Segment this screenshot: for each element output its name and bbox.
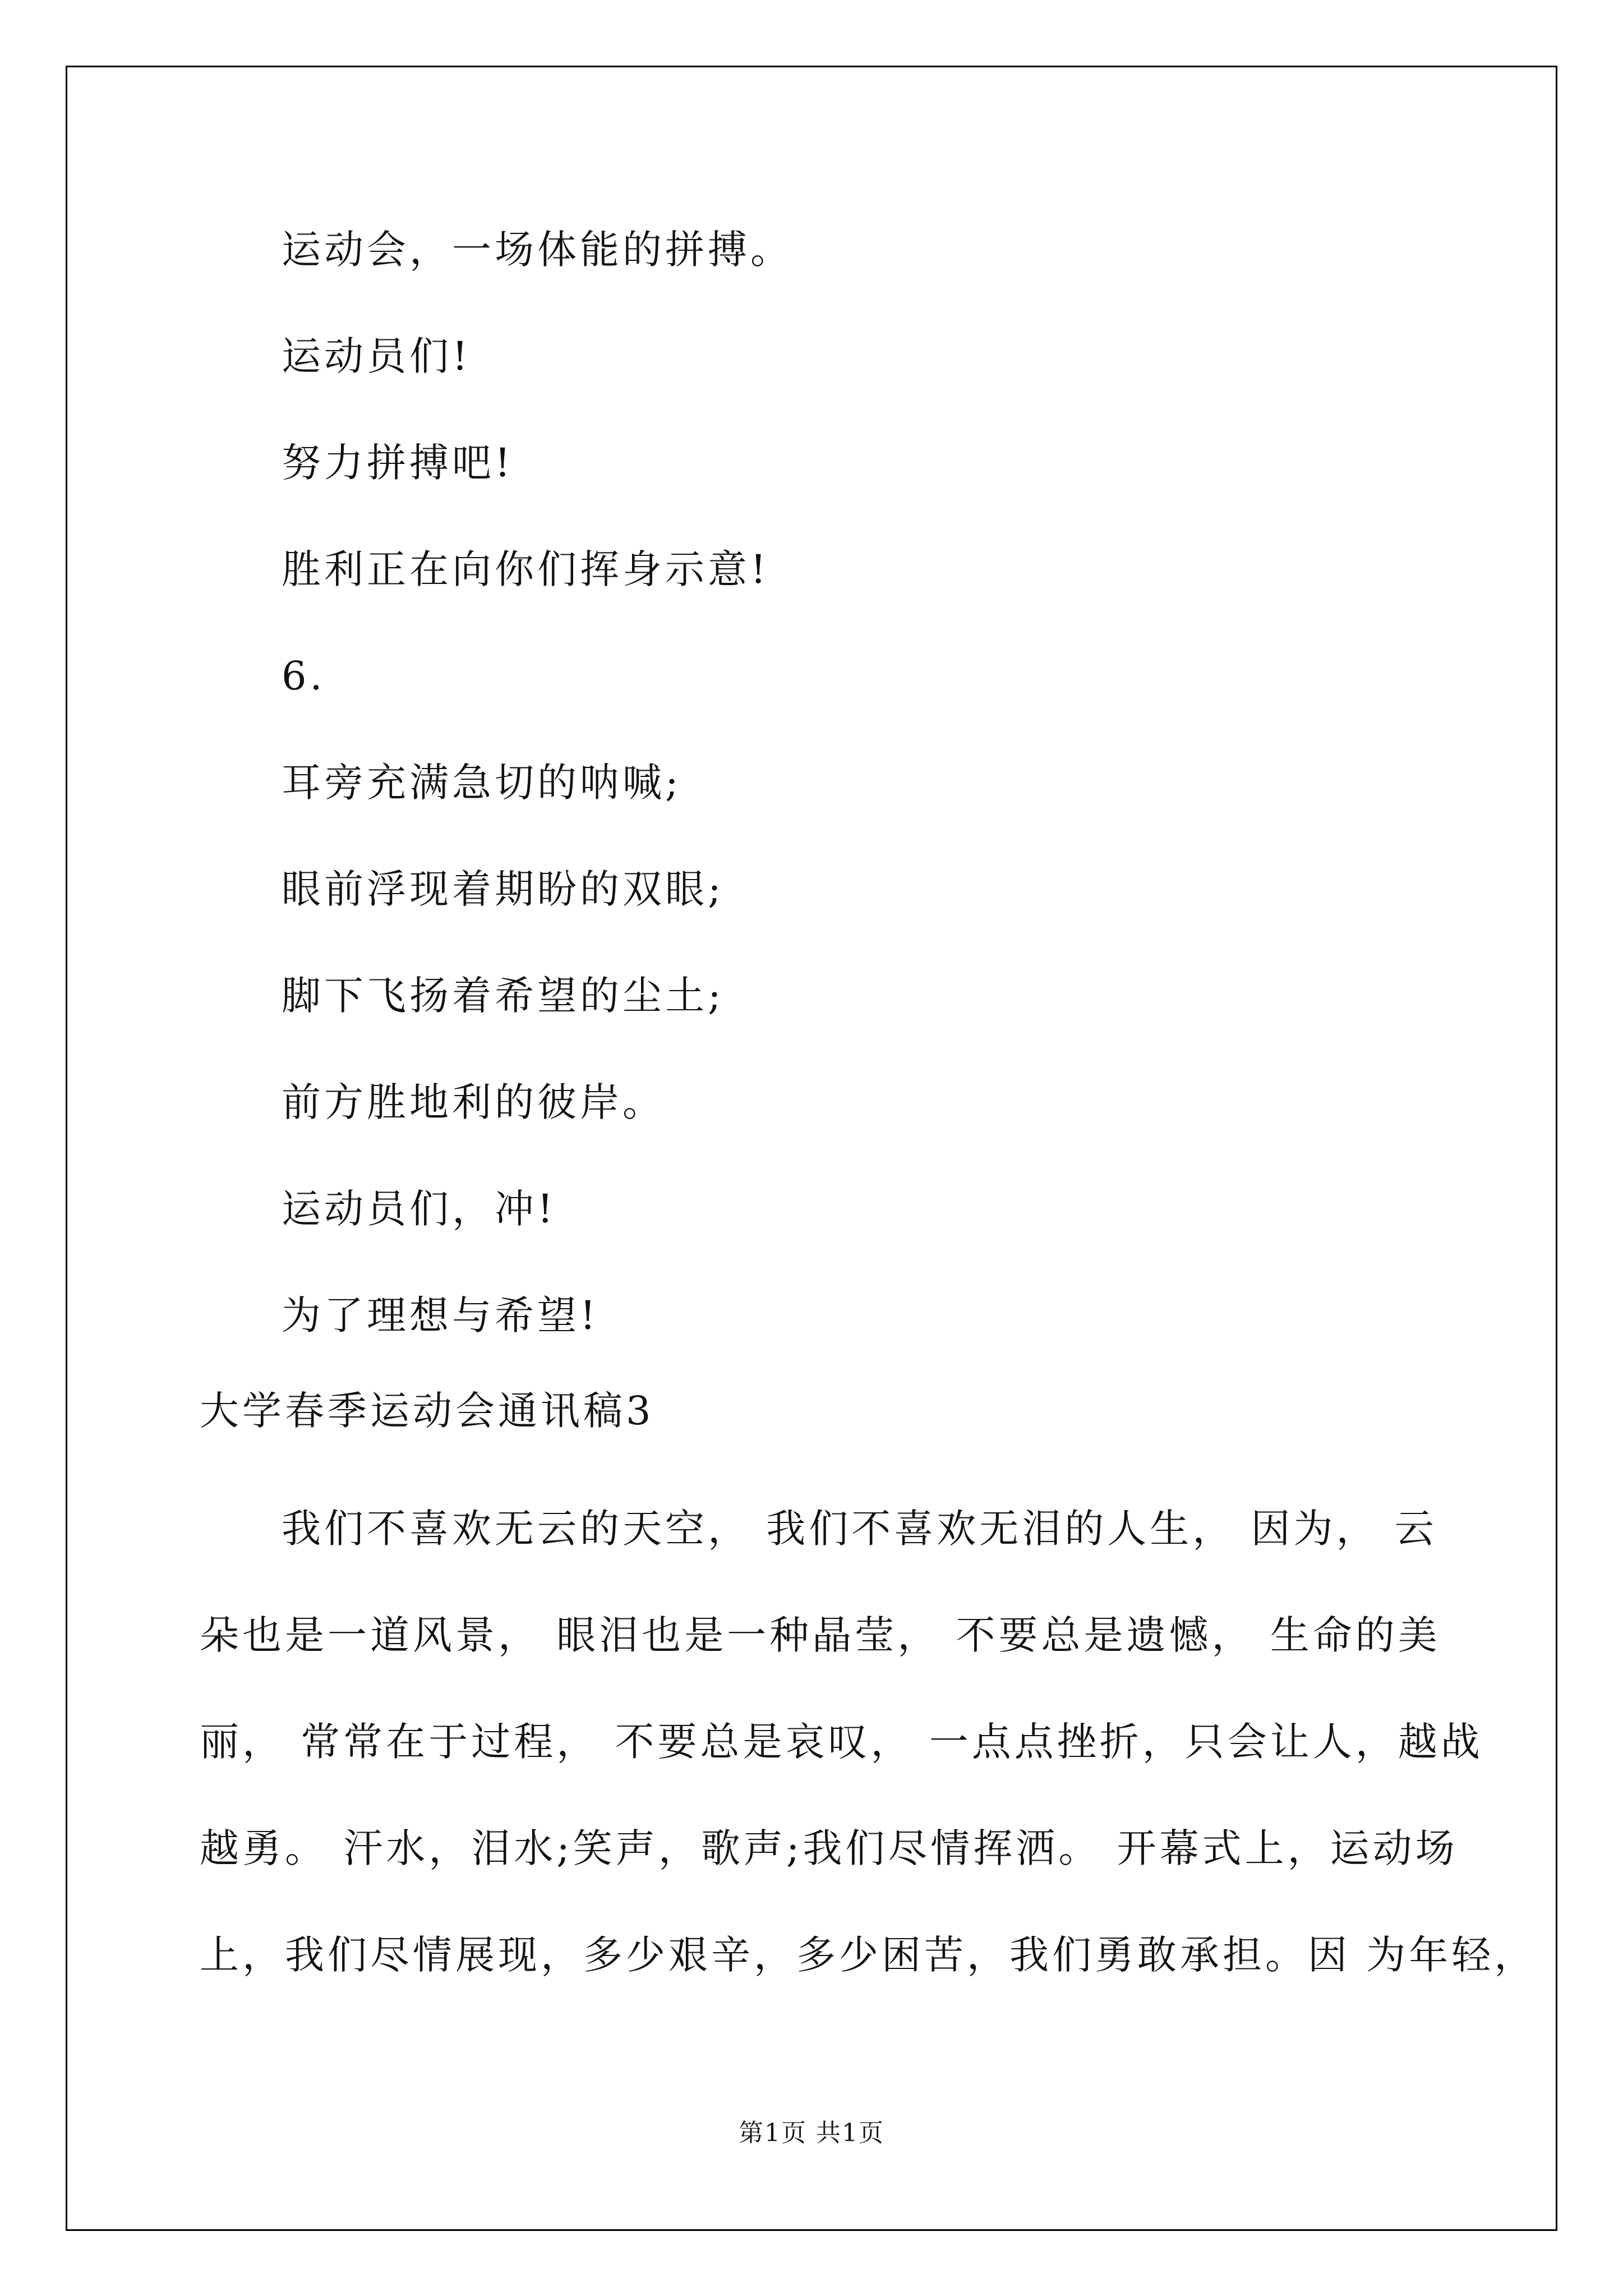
paragraph-line: 朵也是一道风景， 眼泪也是一种晶莹， 不要总是遗憾， 生命的美 <box>200 1612 1441 1658</box>
section-title: 大学春季运动会通讯稿3 <box>200 1388 654 1434</box>
poem-line: 耳旁充满急切的呐喊; <box>282 760 682 806</box>
paragraph-line: 越勇。 汗水，泪水;笑声，歌声;我们尽情挥洒。 开幕式上，运动场 <box>200 1825 1458 1871</box>
poem-line: 脚下飞扬着希望的尘土; <box>282 973 725 1019</box>
paragraph-line: 丽， 常常在于过程， 不要总是哀叹， 一点点挫折，只会让人，越战 <box>200 1719 1483 1765</box>
paragraph-line: 我们不喜欢无云的天空， 我们不喜欢无泪的人生， 因为， 云 <box>282 1506 1437 1552</box>
poem-line: 为了理想与希望! <box>282 1292 600 1338</box>
poem-line: 运动会，一场体能的拼搏。 <box>282 227 793 273</box>
poem-line: 运动员们，冲! <box>282 1186 557 1232</box>
poem-line: 努力拼搏吧! <box>282 440 514 486</box>
poem-line: 前方胜地利的彼岸。 <box>282 1079 665 1125</box>
poem-line: 6. <box>282 653 326 699</box>
poem-line: 胜利正在向你们挥身示意! <box>282 546 770 592</box>
page-footer: 第1页 共1页 <box>739 2119 884 2147</box>
poem-line: 眼前浮现着期盼的双眼; <box>282 866 725 912</box>
paragraph-line: 上，我们尽情展现，多少艰辛，多少困苦，我们勇敢承担。因 为年轻， <box>200 1932 1537 1978</box>
poem-line: 运动员们! <box>282 333 472 379</box>
